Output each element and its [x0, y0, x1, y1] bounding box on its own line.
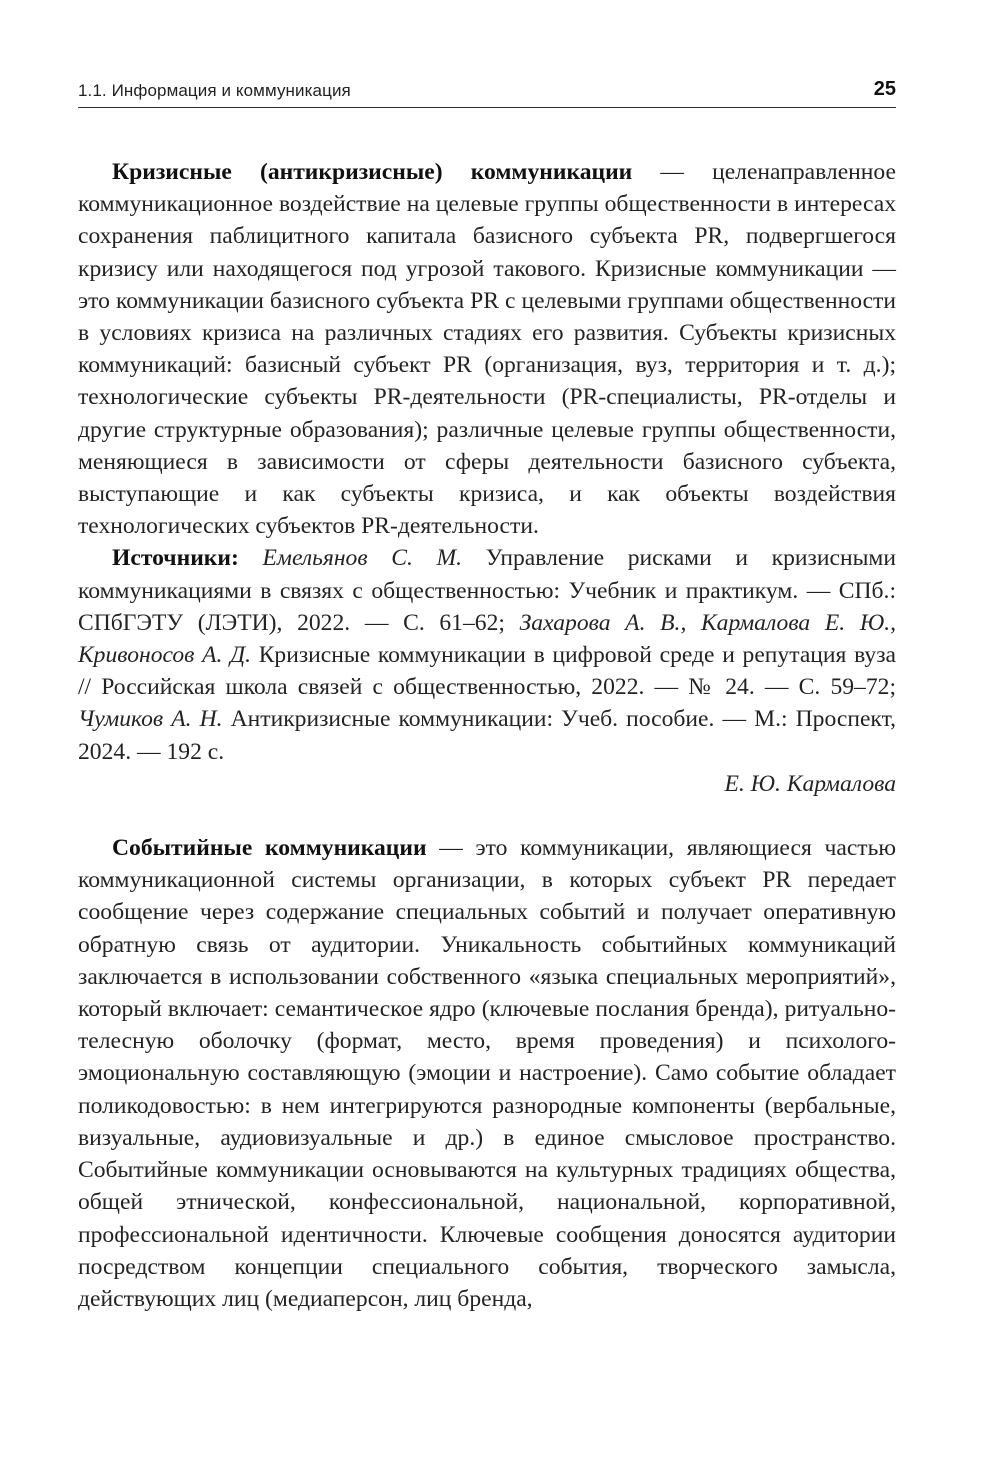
source-text: Антикризисные коммуникации: Учеб. пособие. — М.: Проспект, 2024. — 192 с. [78, 706, 896, 765]
entry-definition: — целенаправленное коммуникационное воздействие на целевые группы общественности в интересах сохранения паблицитного капитала базисного субъекта PR, подвергшегося кризису или находящегося под угрозой такового. Кризисные коммуникации — это коммуникации базисного субъекта PR с целевыми группами общественности в условиях кризиса на различных стадиях его развития. Субъекты кризисных коммуникаций: базисный субъект PR (организация, вуз, территория и т. д.); технологические субъекты PR-деятельности (PR-специалисты, PR-отделы и другие структурные образования); различные целевые группы общественности, меняющиеся в зависимости от сферы деятельности базисного субъекта, выступающие и как субъекты кризиса, и как объекты воздействия технологических субъектов PR-деятельности. [78, 159, 896, 540]
entry-term: Событийные коммуникации [112, 835, 427, 862]
running-header [78, 72, 896, 108]
section-title: 1.1. Информация и коммуникация [78, 81, 351, 100]
source-author: Чумиков А. Н. [78, 706, 223, 733]
sources-label: Источники: [112, 545, 239, 572]
page-number: 25 [873, 78, 896, 100]
entry-event-communications [78, 832, 896, 1315]
source-text: Кризисные коммуникации в цифровой среде и репутация вуза // Российская школа связей с общественностью, 2022. — № 24. — С. 59–72; [78, 642, 896, 701]
entry-crisis-communications [78, 156, 896, 542]
entry-sources [78, 542, 896, 767]
entry-definition: — это коммуникации, являющиеся частью коммуникационной системы организации, в которых субъект PR передает сообщение через содержание специальных событий и получает оперативную обратную связь от аудитории. Уникальность событийных коммуникаций заключается в использовании собственного «языка специальных мероприятий», который включает: семантическое ядро (ключевые послания бренда), ритуально-телесную оболочку (формат, место, время проведения) и психолого-эмоциональную составляющую (эмоции и настроение). Само событие обладает поликодовостью: в нем интегрируются разнородные компоненты (вербальные, визуальные, аудиовизуальные и др.) в единое смысловое пространство. Событийные коммуникации основываются на культурных традициях общества, общей этнической, конфессиональной, национальной, корпоративной, профессиональной идентичности. Ключевые сообщения доносятся аудитории посредством концепции специального события, творческого замысла, действующих лиц (медиаперсон, лиц бренда, [78, 835, 896, 1312]
source-author: Емельянов С. М. [262, 545, 463, 572]
entry-separator [78, 800, 896, 832]
entry-term: Кризисные (антикризисные) коммуникации [112, 159, 633, 185]
body-text [78, 156, 896, 1315]
source-text: Управление рисками и кризисными коммуникациями в связях с общественностью: Учебник и практикум. — СПб.: СПбГЭТУ (ЛЭТИ), 2022. — С. 61–62; [78, 545, 896, 636]
source-author: Захарова А. В., Кармалова Е. Ю., Кривоносов А. Д. [78, 609, 896, 669]
author-signature: Е. Ю. Кармалова [724, 770, 896, 797]
